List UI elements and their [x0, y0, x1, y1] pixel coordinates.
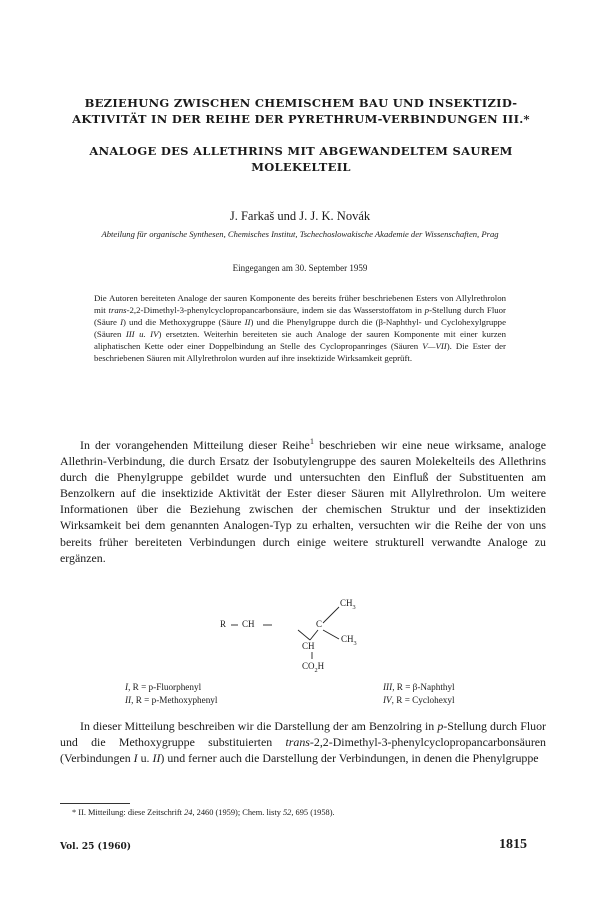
body-paragraph-2	[60, 718, 546, 766]
body-italic: II	[152, 751, 161, 766]
atom-label: H	[317, 661, 325, 671]
subtitle-line-1: ANALOGE DES ALLETHRINS MIT ABGEWANDELTEM SAUREM	[89, 144, 513, 158]
abstract-italic: trans	[108, 304, 127, 315]
atom-label	[340, 598, 356, 611]
abstract-text: ). Die Ester der beschriebenen Säuren mit Allylrethrolon wurden auf ihre insektizide Wirksamkeit geprüft.	[94, 340, 506, 363]
footnote-text: , 2460 (1959); Chem. listy	[192, 808, 283, 817]
abstract-italic: III u. IV	[125, 328, 159, 339]
subscript: 3	[352, 603, 356, 611]
atom-label: CH	[341, 634, 354, 644]
structure-bonds	[200, 592, 400, 672]
abstract-text: ) und die Phenylgruppe durch die (β-Naphthyl- und Cyclohexylgruppe (Säuren	[94, 316, 506, 339]
compound-label: IV	[383, 695, 392, 705]
footnote-volume: 52	[282, 808, 292, 817]
article-subtitle	[66, 143, 536, 175]
atom-label: CH	[242, 619, 255, 629]
body-text: -2,2-Dimethyl-3-phenylcyclopropancarbonsäuren (Verbindungen	[60, 735, 546, 766]
compound-desc: , R = p-Methoxyphenyl	[131, 695, 218, 705]
footnote-text: * II. Mitteilung: diese Zeitschrift	[72, 808, 185, 817]
atom-label: CH	[302, 641, 315, 651]
title-line-1: BEZIEHUNG ZWISCHEN CHEMISCHEM BAU UND INSEKTIZID-	[84, 96, 518, 110]
compound-label: I	[125, 682, 129, 692]
abstract-italic: V—VII	[422, 340, 447, 351]
compound-legend-left	[125, 681, 217, 707]
reference-marker: 1	[309, 437, 314, 447]
abstract-italic: I	[120, 316, 124, 327]
atom-label: C	[316, 619, 323, 629]
bond	[298, 630, 310, 640]
subscript: 2	[314, 666, 318, 674]
compound-desc: , R = β-Naphthyl	[392, 682, 455, 692]
compound-desc: , R = Cyclohexyl	[391, 695, 455, 705]
compound-legend-right	[383, 681, 455, 707]
body-italic: p	[437, 719, 444, 733]
abstract-text: -Stellung durch Fluor (Säure	[94, 304, 506, 327]
atom-label	[302, 661, 325, 674]
authors: J. Farkaš und J. J. K. Novák	[229, 209, 371, 223]
abstract-italic: p	[424, 304, 430, 315]
received-date: Eingegangen am 30. September 1959	[232, 263, 368, 273]
footnote-rule	[60, 803, 130, 804]
compound-desc: , R = p-Fluorphenyl	[128, 682, 202, 692]
atom-label: R	[220, 619, 227, 629]
subtitle-line-2: MOLEKELTEIL	[251, 160, 351, 174]
body-italic: trans	[285, 735, 310, 750]
footnote	[72, 808, 542, 817]
body-text: beschrieben wir eine neue wirksame, analoge Allethrin-Verbindung, die durch Ersatz der Isobutylengruppe des sauren Molekelteils des Allethrins durch die Phenylgruppe gebildet wurde und untersuchten den Einfluß der Substituenten am Benzolkern auf die insektizide Aktivität der Ester dieser Säuren mit Allylrethrolon. Um weitere Informationen über die Beziehung zwischen der chemischen Struktur und der insektiziden Wirksamkeit bei dem genannten Analogen-Typ zu erhalten, versuchten wir die Reihe der von uns bereits früher bereiteten Verbindungen durch einige weitere strukturell verwandte Analoge zu ergänzen.	[60, 438, 546, 565]
body-text: u.	[137, 751, 153, 766]
abstract-text: ) und die Methoxygruppe (Säure	[123, 316, 245, 327]
bond	[310, 630, 318, 640]
chemical-structure	[200, 592, 400, 672]
body-italic: I	[133, 751, 138, 766]
bond	[323, 630, 339, 639]
abstract-text: ) ersetzten. Weiterhin bereiteten sie auch Analoge der sauren Komponente mit einer kurzen aliphatischen Kette oder einer Doppelbindung an Stelle des Cyclopropanringes (Säuren	[94, 328, 506, 351]
footnote-volume: 24	[184, 808, 193, 817]
journal-volume: Vol. 25 (1960)	[60, 842, 132, 852]
body-text: ) und ferner auch die Darstellung der Verbindungen, in denen die Phenylgruppe	[160, 751, 539, 766]
compound-label: II	[125, 695, 132, 705]
subscript: 3	[353, 639, 357, 647]
body-text: In der vorangehenden Mitteilung dieser Reihe	[80, 438, 310, 452]
abstract-italic: II	[244, 316, 251, 327]
abstract-text: -2,2-Dimethyl-3-phenylcyclopropancarbonsäure, indem sie das Wasserstoffatom in	[126, 304, 425, 315]
bond	[323, 607, 339, 623]
atom-label: CH	[340, 598, 353, 608]
body-paragraph-1	[60, 437, 546, 566]
title-line-2: AKTIVITÄT IN DER REIHE DER PYRETHRUM-VERBINDUNGEN III.*	[72, 112, 530, 126]
compound-label: III	[383, 682, 393, 692]
abstract-text: Die Autoren bereiteten Analoge der sauren Komponente des bereits früher beschriebenen Esters von Allylrethrolon mit	[94, 293, 506, 315]
body-text: -Stellung durch Fluor und die Methoxygruppe substituierten	[60, 719, 546, 750]
atom-label: CO	[302, 661, 315, 671]
atom-label	[341, 634, 357, 647]
footnote-text: , 695 (1958).	[291, 808, 335, 817]
abstract	[94, 293, 506, 364]
article-title	[66, 95, 536, 127]
body-text: In dieser Mitteilung beschreiben wir die Darstellung der am Benzolring in	[80, 719, 438, 733]
page-number: 1815	[499, 837, 527, 852]
affiliation: Abteilung für organische Synthesen, Chemisches Institut, Tschechoslowakische Akademie der Wissenschaften, Prag	[101, 229, 499, 239]
